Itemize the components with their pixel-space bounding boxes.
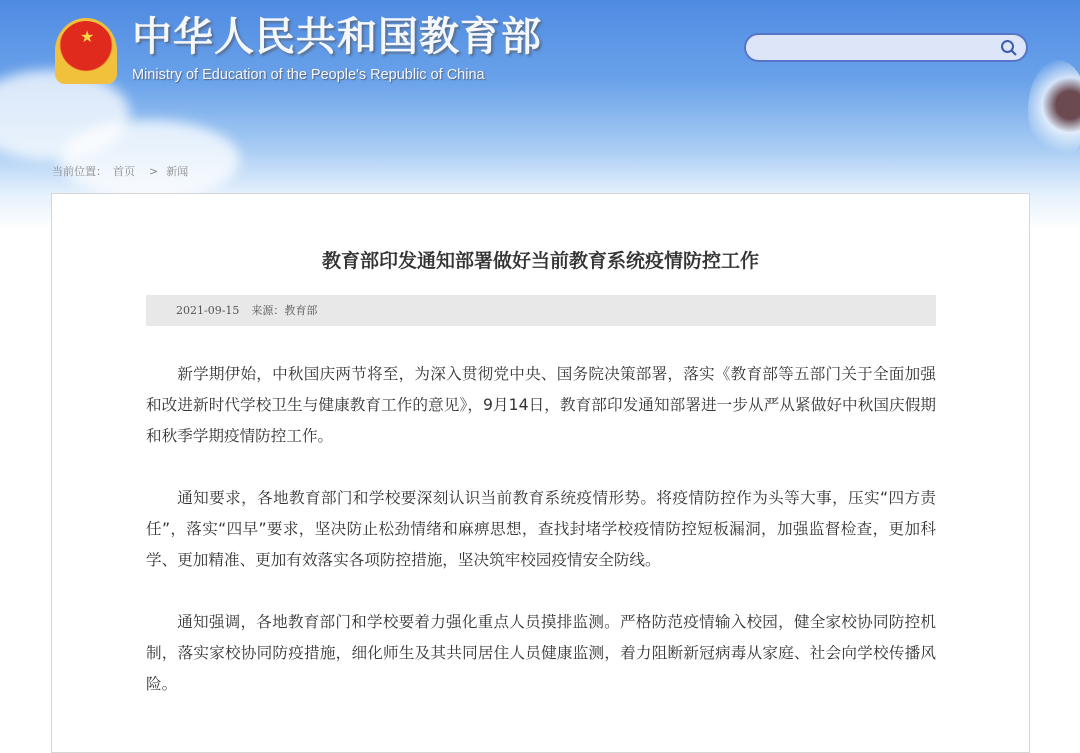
search-icon[interactable] [1000,39,1018,57]
article-meta [146,295,936,326]
star-icon: ★ [80,27,95,46]
national-emblem-logo [55,18,117,84]
article-body [146,359,936,731]
article-date: 2021-09-15 [176,304,240,317]
article-title: 教育部印发通知部署做好当前教育系统疫情防控工作 [321,250,759,272]
search-input[interactable] [746,35,986,60]
breadcrumb-news[interactable]: 新闻 [166,165,189,178]
breadcrumb [52,164,194,180]
article-panel [51,193,1030,753]
article-paragraph: 新学期伊始，中秋国庆两节将至，为深入贯彻党中央、国务院决策部署，落实《教育部等五部门关于全面加强和改进新时代学校卫生与健康教育工作的意见》，9月14日，教育部印发通知部署进一步从严从紧做好中秋国庆假期和秋季学期疫情防控工作。 [146,365,936,445]
breadcrumb-home[interactable]: 首页 [113,165,135,178]
breadcrumb-label: 当前位置： [52,165,107,178]
cloud-decoration [60,120,240,200]
dandelion-decoration [1028,60,1080,160]
article-paragraph: 通知要求，各地教育部门和学校要深刻认识当前教育系统疫情形势。将疫情防控作为头等大事，压实“四方责任”，落实“四早”要求，坚决防止松劲情绪和麻痹思想，查找封堵学校疫情防控短板漏洞，加强监督检查，更加科学、更加精准、更加有效落实各项防控措施，坚决筑牢校园疫情安全防线。 [146,489,936,569]
article-paragraph: 通知强调，各地教育部门和学校要着力强化重点人员摸排监测。严格防范疫情输入校园，健全家校协同防控机制，落实家校协同防疫措施，细化师生及其共同居住人员健康监测，着力阻断新冠病毒从家庭、社会向学校传播风险。 [146,613,936,693]
site-title: 中华人民共和国教育部 [132,14,542,60]
search-box[interactable] [744,33,1028,62]
article-source: 来源：教育部 [251,304,318,317]
site-subtitle: Ministry of Education of the People's Republic of China [132,67,485,83]
breadcrumb-separator: > [149,165,159,178]
